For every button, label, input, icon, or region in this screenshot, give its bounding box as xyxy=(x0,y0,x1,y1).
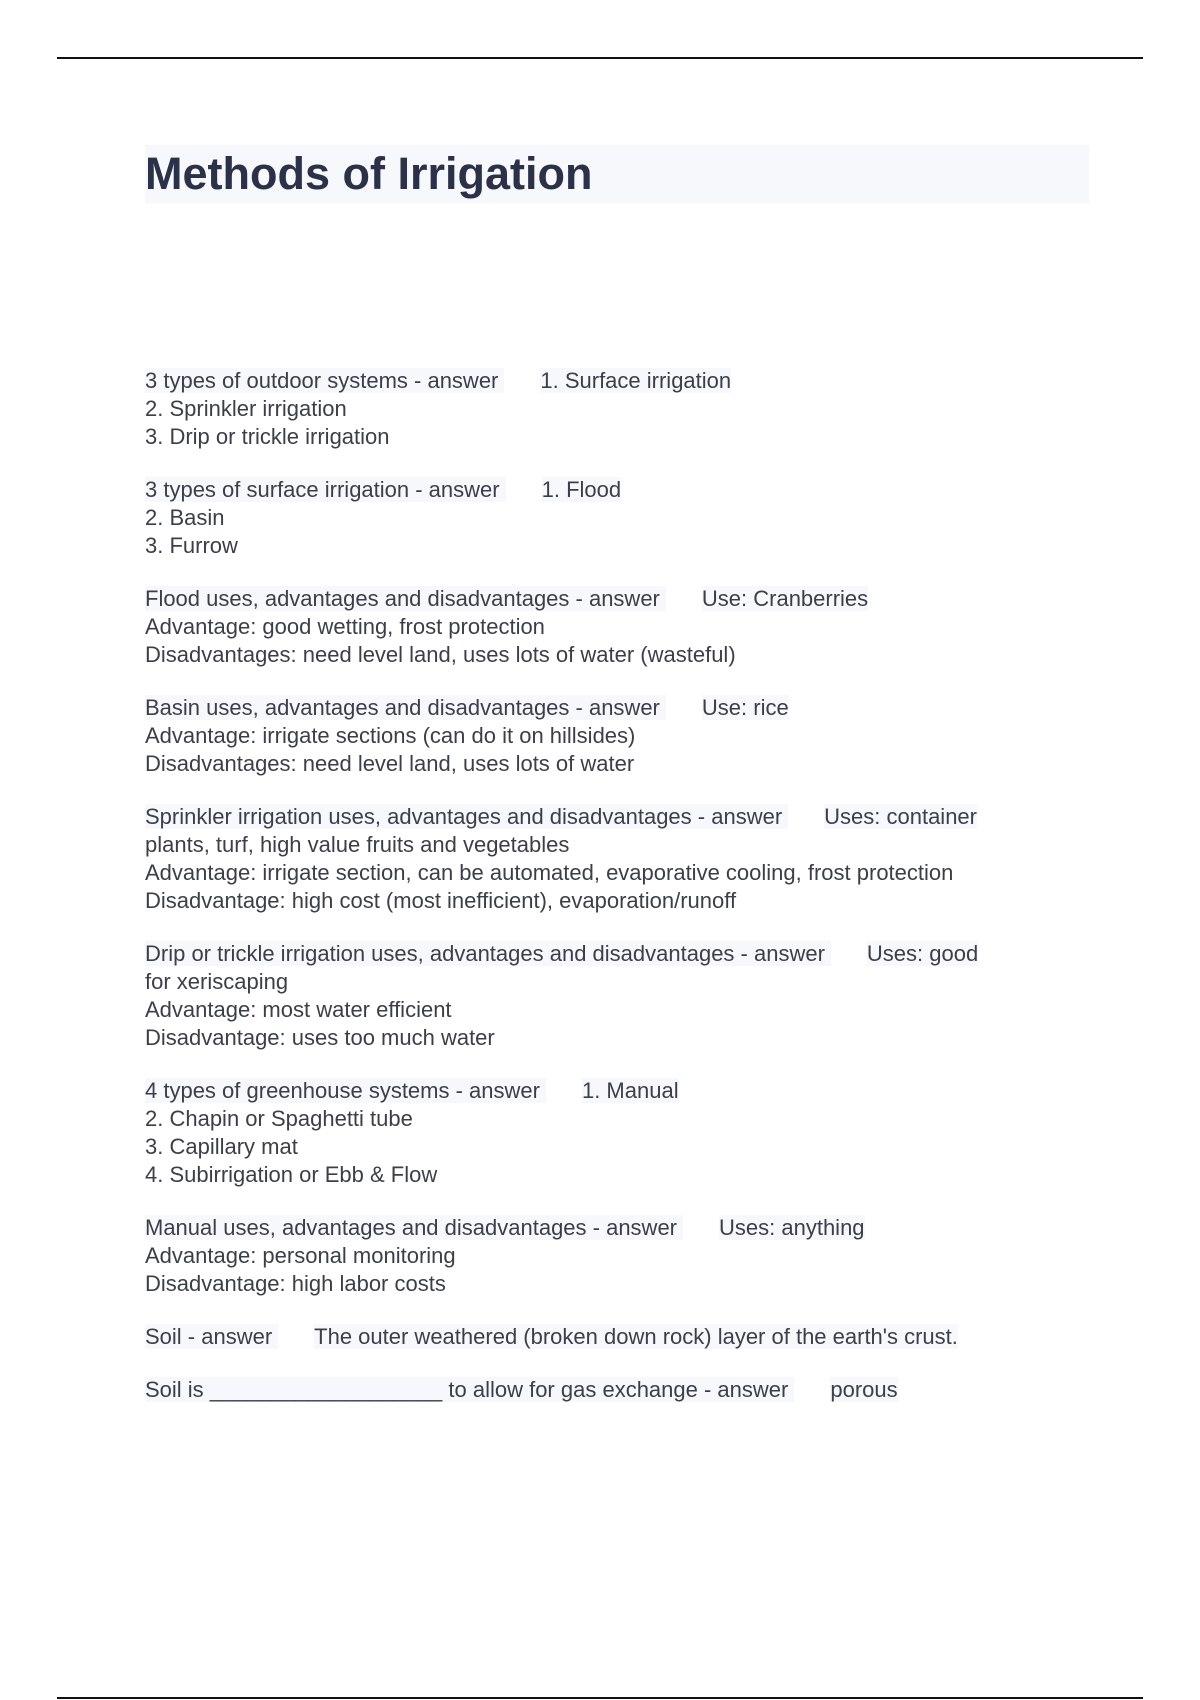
flashcard-term: Soil - answer xyxy=(145,1324,278,1349)
flashcard-term: 4 types of greenhouse systems - answer xyxy=(145,1078,546,1103)
flashcard-answer: 1. Surface irrigation xyxy=(540,368,732,393)
flashcard-item xyxy=(145,1323,1065,1351)
flashcard-answer-line: for xeriscaping xyxy=(145,969,289,994)
flashcard-answer-line: 2. Sprinkler irrigation xyxy=(145,396,347,421)
flashcard-item xyxy=(145,694,1065,778)
flashcard-term: Manual uses, advantages and disadvantages - answer xyxy=(145,1215,683,1240)
flashcard-first-line xyxy=(145,1323,1065,1351)
flashcard-answer-line: 3. Capillary mat xyxy=(145,1134,298,1159)
flashcard-answer: Uses: good xyxy=(866,941,979,966)
flashcard-first-line xyxy=(145,1376,1065,1404)
flashcard-first-line xyxy=(145,367,1065,395)
flashcard-term: Soil is ___________________ to allow for gas exchange - answer xyxy=(145,1377,794,1402)
flashcard-item xyxy=(145,803,1065,915)
flashcard-answer-line: Advantage: irrigate sections (can do it on hillsides) xyxy=(145,723,636,748)
flashcard-item xyxy=(145,476,1065,560)
flashcard-answer-line: Disadvantage: uses too much water xyxy=(145,1025,495,1050)
flashcard-answer-line: Disadvantages: need level land, uses lots of water (wasteful) xyxy=(145,642,736,667)
flashcard-answer-line: Disadvantage: high cost (most inefficient), evaporation/runoff xyxy=(145,888,737,913)
document-title: Methods of Irrigation xyxy=(145,145,1089,203)
flashcard-answer: The outer weathered (broken down rock) layer of the earth's crust. xyxy=(314,1324,958,1349)
flashcard-answer-line: Advantage: irrigate section, can be automated, evaporative cooling, frost protection xyxy=(145,860,954,885)
flashcard-first-line xyxy=(145,940,1065,968)
flashcard-answer-line: Advantage: most water efficient xyxy=(145,997,452,1022)
flashcard-answer-line: 2. Chapin or Spaghetti tube xyxy=(145,1106,413,1131)
flashcard-list xyxy=(145,367,1065,1429)
flashcard-answer: Use: rice xyxy=(701,695,789,720)
flashcard-item xyxy=(145,585,1065,669)
flashcard-item xyxy=(145,1376,1065,1404)
flashcard-item xyxy=(145,1214,1065,1298)
flashcard-answer: Uses: anything xyxy=(719,1215,865,1240)
flashcard-term: 3 types of outdoor systems - answer xyxy=(145,368,504,393)
flashcard-term: Flood uses, advantages and disadvantages - answer xyxy=(145,586,666,611)
flashcard-first-line xyxy=(145,1077,1065,1105)
flashcard-first-line xyxy=(145,1214,1065,1242)
flashcard-first-line xyxy=(145,585,1065,613)
flashcard-answer-line: Disadvantages: need level land, uses lots of water xyxy=(145,751,635,776)
header-rule xyxy=(57,57,1143,59)
flashcard-term: Basin uses, advantages and disadvantages - answer xyxy=(145,695,666,720)
flashcard-answer-line: Advantage: personal monitoring xyxy=(145,1243,456,1268)
flashcard-answer: Uses: container xyxy=(824,804,977,829)
flashcard-term: Sprinkler irrigation uses, advantages and disadvantages - answer xyxy=(145,804,788,829)
flashcard-answer-line: Disadvantage: high labor costs xyxy=(145,1271,446,1296)
flashcard-first-line xyxy=(145,803,1065,831)
flashcard-term: Drip or trickle irrigation uses, advantages and disadvantages - answer xyxy=(145,941,831,966)
flashcard-answer: 1. Flood xyxy=(541,477,622,502)
flashcard-answer-line: 3. Furrow xyxy=(145,533,238,558)
flashcard-item xyxy=(145,1077,1065,1189)
flashcard-item xyxy=(145,940,1065,1052)
flashcard-answer: porous xyxy=(830,1377,898,1402)
flashcard-first-line xyxy=(145,694,1065,722)
flashcard-term: 3 types of surface irrigation - answer xyxy=(145,477,506,502)
flashcard-answer-line: 4. Subirrigation or Ebb & Flow xyxy=(145,1162,438,1187)
flashcard-answer-line: 3. Drip or trickle irrigation xyxy=(145,424,390,449)
flashcard-answer: 1. Manual xyxy=(581,1078,679,1103)
flashcard-first-line xyxy=(145,476,1065,504)
flashcard-answer-line: 2. Basin xyxy=(145,505,225,530)
flashcard-item xyxy=(145,367,1065,451)
flashcard-answer-line: Advantage: good wetting, frost protection xyxy=(145,614,545,639)
flashcard-answer: Use: Cranberries xyxy=(701,586,869,611)
flashcard-answer-line: plants, turf, high value fruits and vegetables xyxy=(145,832,570,857)
footer-rule xyxy=(57,1697,1143,1699)
